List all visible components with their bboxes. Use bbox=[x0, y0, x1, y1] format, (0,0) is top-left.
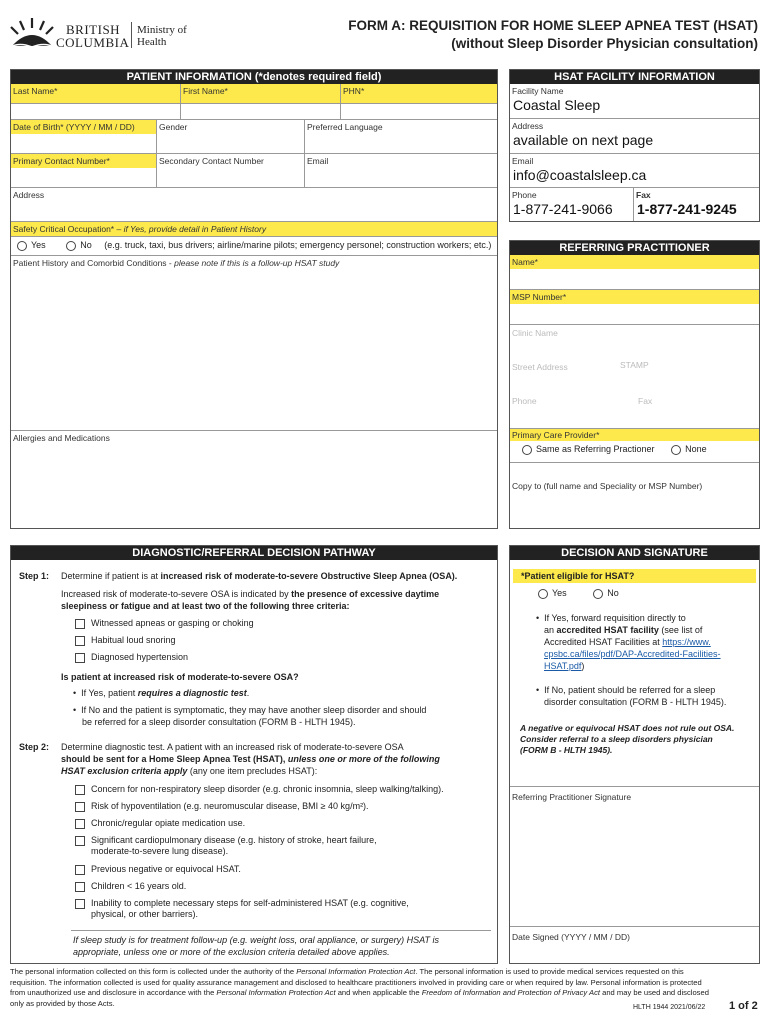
eligible-yes-text4: Accredited HSAT Facilities at bbox=[544, 637, 663, 647]
eligible-yes-text3: (see list of bbox=[658, 625, 703, 635]
email-field[interactable] bbox=[305, 154, 497, 188]
risk-question: Is patient at increased risk of moderate-to-severe OSA? bbox=[61, 672, 299, 682]
pathway-header: DIAGNOSTIC/REFERRAL DECISION PATHWAY bbox=[11, 546, 497, 560]
risk-yes-text: If Yes, patient bbox=[81, 688, 138, 698]
gender-label: Gender bbox=[159, 122, 188, 132]
facility-link-2[interactable]: cpsbc.ca/files/pdf/DAP-Accredited-Facilities- bbox=[544, 649, 721, 659]
step2-exclusion: HSAT exclusion criteria apply bbox=[61, 766, 188, 776]
excl-children-label: Children < 16 years old. bbox=[91, 881, 187, 891]
privacy-act-2: Personal Information Protection Act bbox=[216, 988, 336, 997]
negative-note-1: A negative or equivocal HSAT does not rule out OSA. bbox=[520, 723, 735, 733]
address-field[interactable] bbox=[11, 188, 497, 222]
first-name-field[interactable] bbox=[181, 84, 341, 104]
facility-fax-field[interactable] bbox=[634, 188, 759, 221]
stamp-label: STAMP bbox=[620, 360, 649, 370]
step2-label: Step 2: bbox=[19, 742, 50, 752]
referring-name-label: Name* bbox=[512, 257, 538, 267]
criteria-snoring-checkbox[interactable] bbox=[75, 636, 85, 646]
form-title: FORM A: REQUISITION FOR HOME SLEEP APNEA TEST (HSAT) bbox=[348, 18, 758, 33]
facility-phone-label: Phone bbox=[512, 190, 537, 200]
facility-fax-label: Fax bbox=[636, 190, 651, 200]
eligible-no-text2: disorder consultation (FORM B - HLTH 1945). bbox=[544, 697, 727, 707]
same-as-referring-label: Same as Referring Practioner bbox=[536, 444, 655, 454]
safety-no-label: No bbox=[80, 240, 92, 250]
patient-history-field[interactable] bbox=[11, 255, 497, 431]
excl-non-respiratory-label: Concern for non-respiratory sleep disorder (e.g. chronic insomnia, sleep walking/talking). bbox=[91, 784, 444, 794]
allergies-label: Allergies and Medications bbox=[13, 433, 110, 443]
excl-cardiopulmonary-checkbox[interactable] bbox=[75, 836, 85, 846]
safety-critical-label: Safety Critical Occupation* – bbox=[13, 224, 124, 234]
facility-email-value: info@coastalsleep.ca bbox=[513, 167, 647, 183]
privacy-line3-mid: and when applicable the bbox=[335, 988, 422, 997]
patient-history-hint: please note if this is a follow-up HSAT study bbox=[174, 258, 340, 268]
step1-para: Increased risk of moderate-to-severe OSA is indicated by bbox=[61, 589, 292, 599]
criteria-snoring-label: Habitual loud snoring bbox=[91, 635, 176, 645]
excl-hypoventilation-checkbox[interactable] bbox=[75, 802, 85, 812]
excl-cardiopulmonary bbox=[75, 835, 377, 857]
privacy-line3: from unauthorized use and disclosure in accordance with the bbox=[10, 988, 217, 997]
step1-bold: increased risk of moderate-to-severe Obstructive Sleep Apnea (OSA). bbox=[160, 571, 458, 581]
bc-logo bbox=[8, 16, 128, 52]
safety-yes-radio[interactable] bbox=[17, 241, 27, 251]
privacy-act-1: Personal Information Protection Act bbox=[296, 967, 416, 976]
signature-field[interactable] bbox=[510, 786, 759, 926]
facility-email-field[interactable] bbox=[510, 154, 759, 188]
step1-label: Step 1: bbox=[19, 571, 50, 581]
safety-yes-label: Yes bbox=[31, 240, 46, 250]
decision-section: DECISION AND SIGNATURE *Patient eligible for HSAT? Yes No • If Yes, forward requisition directly to an accredited HSAT facility (see list of Accredited HSAT Facilities at https://www. cpsbc.ca/files/pdf/DAP-Accredited-Facilities- HSAT.pdf) • If No, patient should be referred for a sleep disorder consultation (FORM B - HLTH 1945). A negative or equivocal HSAT does not rule out OSA. Consider referral to a sleep disorders physician (FORM B - HLTH 1945). Referring Practitioner Signature Date Signed (YYYY / MM / DD) bbox=[509, 545, 760, 964]
pathway-section: DIAGNOSTIC/REFERRAL DECISION PATHWAY Step 1: Determine if patient is at increased risk of moderate-to-severe Obstructive Sleep Apnea (OSA). Increased risk of moderate-to-severe OSA is indicated by the presence of excessive daytime sleepiness or fatigue and at least two of the following three criteria: Witnessed apneas or gasping or choking Habitual loud snoring Diagnosed hypertension Is patient at increased risk of moderate-to-severe OSA? • If Yes, patient requires a diagnostic test. • If No and the patient is symptomatic, they may have another sleep disorder and should be referred for a sleep disorder consultation (FORM B - HLTH 1945). Step 2: Determine diagnostic test. A patient with an increased risk of moderate-to-severe OSA should be sent for a Home Sleep Apnea Test (HSAT), unless one or more of the following HSAT exclusion criteria apply (any one item precludes HSAT): Concern for non-respiratory sleep disorder (e.g. chronic insomnia, sleep walking/talking). Risk of hypoventilation (e.g. neuromuscular disease, BMI ≥ 40 kg/m²). Chronic/regular opiate medication use. Significant cardiopulmonary disease (e.g. history of stroke, heart failure, moderate-to-severe lung disease). Previous negative or equivocal HSAT. Children < 16 years old. Inability to complete necessary steps for self-administered HSAT (e.g. cognitive, physical, or other barriers). If sleep study is for treatment follow-up (e.g. weight loss, oral appliance, or surgery) HSAT is appropriate, unless one or more of the exclusion criteria detailed above applies. bbox=[10, 545, 498, 964]
excl-cardiopulmonary-label-cont: moderate-to-severe lung disease). bbox=[91, 846, 229, 856]
primary-contact-label: Primary Contact Number* bbox=[13, 156, 110, 166]
ministry-line2: Health bbox=[137, 36, 167, 48]
phn-area[interactable] bbox=[341, 104, 497, 120]
privacy-line1-end: . The personal information is used to provide medical services requested on this bbox=[415, 967, 684, 976]
facility-phone-value: 1-877-241-9066 bbox=[513, 201, 613, 217]
privacy-notice bbox=[10, 967, 760, 1009]
eligible-yes-text: If Yes, forward requisition directly to bbox=[544, 613, 686, 623]
facility-header: HSAT FACILITY INFORMATION bbox=[510, 70, 759, 84]
referring-header: REFERRING PRACTITIONER bbox=[510, 241, 759, 255]
facility-link-3[interactable]: HSAT.pdf bbox=[544, 661, 582, 671]
email-label: Email bbox=[307, 156, 329, 166]
criteria-hypertension-label: Diagnosed hypertension bbox=[91, 652, 189, 662]
page-number: 1 of 2 bbox=[729, 1000, 758, 1012]
excl-hypoventilation bbox=[75, 801, 369, 812]
decision-header: DECISION AND SIGNATURE bbox=[510, 546, 759, 560]
copy-to-label: Copy to (full name and Speciality or MSP Number) bbox=[512, 481, 703, 491]
excl-children-checkbox[interactable] bbox=[75, 882, 85, 892]
eligible-no-text: If No, patient should be referred for a sleep bbox=[544, 685, 716, 695]
negative-note-3: (FORM B - HLTH 1945). bbox=[520, 745, 613, 755]
facility-name-label: Facility Name bbox=[512, 86, 564, 96]
pathway-footnote-1: If sleep study is for treatment follow-up (e.g. weight loss, oral appliance, or surgery) HSAT is bbox=[73, 935, 439, 945]
eligible-yes-label: Yes bbox=[552, 588, 567, 598]
safety-examples: (e.g. truck, taxi, bus drivers; airline/marine pilots; emergency personel; construction workers; etc.) bbox=[104, 240, 492, 250]
allergies-field[interactable] bbox=[11, 431, 497, 528]
ministry-line1: Ministry of bbox=[137, 24, 187, 36]
step1-para-cont: sleepiness or fatigue and at least two of the following three criteria: bbox=[61, 601, 350, 611]
form-subtitle: (without Sleep Disorder Physician consultation) bbox=[451, 36, 758, 51]
step2-line1: Determine diagnostic test. A patient with an increased risk of moderate-to-severe OSA bbox=[61, 742, 404, 752]
last-name-field[interactable] bbox=[11, 84, 181, 104]
phn-label: PHN* bbox=[343, 86, 365, 96]
excl-previous-negative-label: Previous negative or equivocal HSAT. bbox=[91, 864, 241, 874]
msp-number-label: MSP Number* bbox=[512, 292, 567, 302]
clinic-name-label: Clinic Name bbox=[512, 328, 558, 338]
excl-opiate-checkbox[interactable] bbox=[75, 819, 85, 829]
eligible-no-label: No bbox=[607, 588, 619, 598]
form-number: HLTH 1944 2021/06/22 bbox=[633, 1004, 706, 1011]
negative-note-2: Consider referral to a sleep disorders physician bbox=[520, 734, 713, 744]
criteria-witnessed-checkbox[interactable] bbox=[75, 619, 85, 629]
criteria-witnessed-label: Witnessed apneas or gasping or choking bbox=[91, 618, 254, 628]
facility-phone-field[interactable] bbox=[510, 188, 634, 221]
patient-info-header: PATIENT INFORMATION (*denotes required field) bbox=[11, 70, 497, 84]
none-radio[interactable] bbox=[671, 445, 681, 455]
criteria-witnessed bbox=[75, 618, 254, 629]
criteria-hypertension bbox=[75, 652, 188, 663]
facility-address-field[interactable] bbox=[510, 119, 759, 154]
eligible-no-radio[interactable] bbox=[593, 589, 603, 599]
signature-label: Referring Practitioner Signature bbox=[512, 792, 632, 802]
patient-history-label: Patient History and Comorbid Conditions - bbox=[13, 258, 175, 268]
excl-inability bbox=[75, 898, 409, 920]
excl-inability-checkbox[interactable] bbox=[75, 899, 85, 909]
step2-line2: should be sent for a Home Sleep Apnea Test (HSAT), bbox=[61, 754, 288, 764]
excl-non-respiratory bbox=[75, 784, 444, 795]
language-field[interactable] bbox=[305, 120, 497, 154]
excl-previous-negative bbox=[75, 864, 241, 875]
last-name-area[interactable] bbox=[11, 104, 181, 120]
excl-inability-label-cont: physical, or other barriers). bbox=[91, 909, 199, 919]
dob-label: Date of Birth* (YYYY / MM / DD) bbox=[13, 122, 135, 132]
facility-name-value: Coastal Sleep bbox=[513, 97, 601, 113]
excl-cardiopulmonary-label: Significant cardiopulmonary disease (e.g. history of stroke, heart failure, bbox=[91, 835, 377, 845]
eligible-yes-text2: an bbox=[544, 625, 557, 635]
risk-no-line1: If No and the patient is symptomatic, they may have another sleep disorder and should bbox=[81, 705, 427, 715]
street-address-label: Street Address bbox=[512, 362, 568, 372]
logo-british: BRITISH bbox=[66, 22, 121, 37]
language-label: Preferred Language bbox=[307, 122, 383, 132]
step1-para-bold: the presence of excessive daytime bbox=[291, 589, 440, 599]
address-label: Address bbox=[13, 190, 45, 200]
secondary-contact-label: Secondary Contact Number bbox=[159, 156, 264, 166]
logo-columbia: COLUMBIA bbox=[56, 35, 130, 50]
facility-address-label: Address bbox=[512, 121, 544, 131]
referring-name-field[interactable] bbox=[510, 255, 759, 290]
dob-field[interactable] bbox=[11, 120, 157, 154]
facility-fax-value: 1-877-241-9245 bbox=[637, 201, 737, 217]
first-name-area[interactable] bbox=[181, 104, 341, 120]
eligible-yes-radio[interactable] bbox=[538, 589, 548, 599]
copy-to-field[interactable] bbox=[510, 463, 759, 528]
stamp-area[interactable] bbox=[510, 325, 759, 429]
pathway-footnote-2: appropriate, unless one or more of the exclusion criteria detailed above applies. bbox=[73, 947, 390, 957]
date-signed-label: Date Signed (YYYY / MM / DD) bbox=[512, 932, 630, 942]
step1-text: Determine if patient is at bbox=[61, 571, 161, 581]
facility-name-field[interactable] bbox=[510, 84, 759, 119]
safety-no-radio[interactable] bbox=[66, 241, 76, 251]
excl-hypoventilation-label: Risk of hypoventilation (e.g. neuromuscular disease, BMI ≥ 40 kg/m²). bbox=[91, 801, 369, 811]
eligible-yes-end: ) bbox=[581, 661, 585, 671]
patient-info-section bbox=[10, 69, 498, 529]
risk-yes-bold: requires a diagnostic test bbox=[137, 688, 247, 698]
facility-section bbox=[509, 69, 760, 222]
privacy-line4: only as provided by those Acts. bbox=[10, 998, 115, 1008]
safety-critical-row bbox=[11, 222, 497, 237]
privacy-line2: requisition. The information collected is used for quality assurance management and disclosed to healthcare practitioners involved in providing care or when required by law. Personal information is protected bbox=[10, 977, 702, 987]
primary-care-field bbox=[510, 429, 759, 463]
privacy-line3-end: and may be used and disclosed bbox=[600, 988, 709, 997]
privacy-line1: The personal information collected on this form is collected under the authority of the bbox=[10, 967, 297, 976]
excl-opiate bbox=[75, 818, 245, 829]
phn-field[interactable] bbox=[341, 84, 497, 104]
none-label: None bbox=[685, 444, 707, 454]
referring-section bbox=[509, 240, 760, 529]
safety-options bbox=[17, 240, 491, 251]
date-signed-field[interactable] bbox=[510, 926, 759, 963]
first-name-label: First Name* bbox=[183, 86, 228, 96]
step2-line2-italic: unless one or more of the following bbox=[287, 754, 440, 764]
stamp-fax-label: Fax bbox=[638, 396, 653, 406]
same-as-referring-radio[interactable] bbox=[522, 445, 532, 455]
safety-critical-hint: if Yes, provide detail in Patient History bbox=[123, 224, 267, 234]
excl-inability-label: Inability to complete necessary steps for self-administered HSAT (e.g. cognitive, bbox=[91, 898, 409, 908]
facility-email-label: Email bbox=[512, 156, 534, 166]
stamp-phone-label: Phone bbox=[512, 396, 537, 406]
facility-address-value: available on next page bbox=[513, 132, 654, 148]
last-name-label: Last Name* bbox=[13, 86, 58, 96]
risk-no-line2: be referred for a sleep disorder consultation (FORM B - HLTH 1945). bbox=[82, 717, 356, 727]
primary-care-label: Primary Care Provider* bbox=[512, 430, 600, 440]
facility-link-1[interactable]: https://www. bbox=[662, 637, 711, 647]
risk-yes-end: . bbox=[246, 688, 250, 698]
excl-non-respiratory-checkbox[interactable] bbox=[75, 785, 85, 795]
eligible-question: *Patient eligible for HSAT? bbox=[513, 569, 756, 583]
secondary-contact-field[interactable] bbox=[157, 154, 305, 188]
gender-field[interactable] bbox=[157, 120, 305, 154]
accredited-facility: accredited HSAT facility bbox=[556, 625, 659, 635]
msp-number-field[interactable] bbox=[510, 290, 759, 325]
step2-exclusion-note: (any one item precludes HSAT): bbox=[187, 766, 318, 776]
foi-act: Freedom of Information and Protection of Privacy Act bbox=[421, 988, 600, 997]
primary-contact-field[interactable] bbox=[11, 154, 157, 188]
excl-children bbox=[75, 881, 186, 892]
sun-icon bbox=[8, 16, 56, 48]
excl-opiate-label: Chronic/regular opiate medication use. bbox=[91, 818, 246, 828]
excl-previous-negative-checkbox[interactable] bbox=[75, 865, 85, 875]
criteria-snoring bbox=[75, 635, 176, 646]
criteria-hypertension-checkbox[interactable] bbox=[75, 653, 85, 663]
